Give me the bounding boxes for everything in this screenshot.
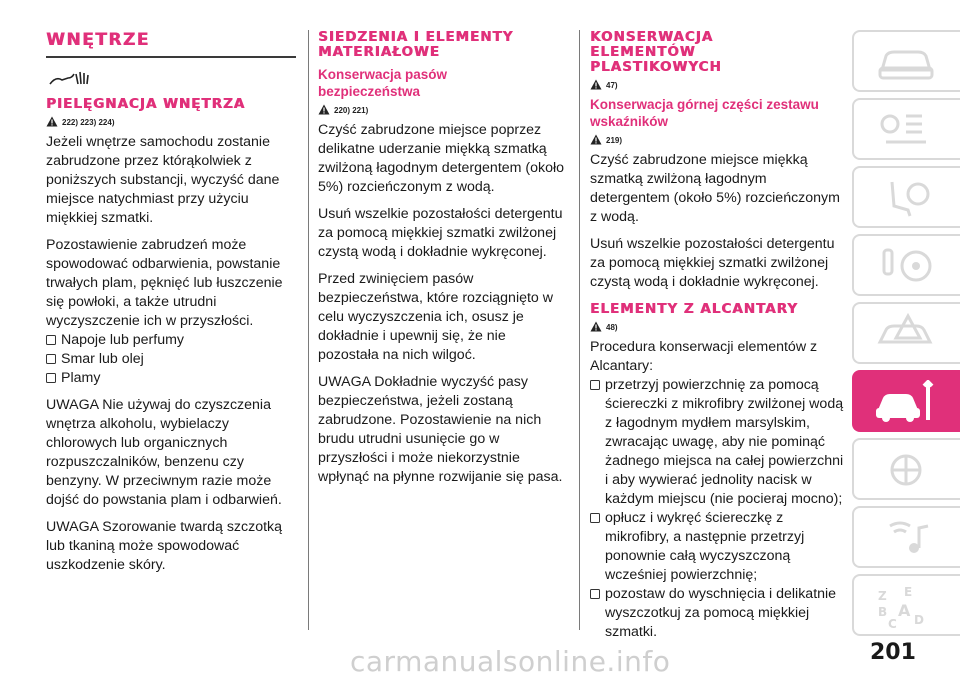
subsection-title: Konserwacja pasów bezpieczeństwa bbox=[318, 67, 448, 99]
svg-text:C: C bbox=[888, 617, 897, 628]
tab-multimedia[interactable] bbox=[852, 506, 960, 568]
subsection-title: Konserwacja górnej części zestawu wskaźników bbox=[590, 97, 819, 129]
column-2 bbox=[318, 30, 570, 495]
dashboard-lights-icon bbox=[874, 108, 938, 152]
paragraph: Czyść zabrudzone miejsce poprzez delikatne uderzanie miękką szmatką zwilżoną łagodnym detergentem (około 5%) rozcieńczonym z wodą. bbox=[318, 122, 565, 195]
svg-text:E: E bbox=[904, 585, 913, 599]
note-paragraph: UWAGA Dokładnie wyczyść pasy bezpieczeństwa, jeżeli zostaną zabrudzone. Pozostawienie na nich brudu utrudni usunięcie go w przyszłości i może niekorzystnie wpłynąć na płynne rozwijanie się pasa. bbox=[318, 374, 563, 485]
car-maintenance-icon bbox=[874, 380, 938, 424]
bullet-square-icon bbox=[590, 380, 600, 390]
watermark: carmanualsonline.info bbox=[350, 645, 671, 678]
chapter-tabs bbox=[852, 30, 960, 640]
section-title: SIEDZENIA I ELEMENTY MATERIAŁOWE bbox=[318, 29, 514, 60]
bullet-square-icon bbox=[46, 335, 56, 345]
hand-care-icon bbox=[46, 70, 94, 88]
warning-refs bbox=[590, 79, 845, 90]
paragraph: Czyść zabrudzone miejsce miękką szmatką zwilżoną łagodnym detergentem (około 5%) rozcieńczonym z wodą. bbox=[590, 152, 840, 225]
list-item: Smar lub olej bbox=[46, 350, 298, 369]
warning-triangle-icon bbox=[590, 321, 602, 332]
list-item: pozostaw do wyschnięcia i delikatnie wyszczotkuj za pomocą miękkiej szmatki. bbox=[590, 585, 845, 642]
column-divider bbox=[308, 30, 309, 630]
breakdown-warning-icon bbox=[874, 312, 938, 356]
paragraph: Procedura konserwacji elementów z Alcantary: bbox=[590, 339, 818, 374]
alphabetical-index-icon bbox=[874, 584, 938, 628]
list-item: opłucz i wykręć ściereczkę z mikrofibry, a następnie przetrzyj ponownie całą wyczyszczoną wcześniej powierzchnię; bbox=[590, 509, 845, 585]
bullet-square-icon bbox=[590, 513, 600, 523]
bullet-list bbox=[590, 376, 845, 642]
safety-seat-airbag-icon bbox=[874, 176, 938, 220]
tab-dashboard-lights[interactable] bbox=[852, 98, 960, 160]
refs-text: 48) bbox=[606, 323, 618, 332]
tab-index[interactable] bbox=[852, 574, 960, 636]
refs-text: 222) 223) 224) bbox=[62, 118, 115, 127]
note-paragraph: UWAGA Nie używaj do czyszczenia wnętrza alkoholu, wybielaczy chlorowych lub organicznych rozpuszczalników, benzenu czy benzyny. W przeciwnym razie może dojść do powstania plam i odbarwień. bbox=[46, 397, 282, 508]
column-1 bbox=[46, 30, 298, 583]
warning-triangle-icon bbox=[318, 104, 330, 115]
warning-refs bbox=[590, 321, 845, 332]
warning-refs bbox=[590, 134, 845, 145]
warning-triangle-icon bbox=[46, 116, 58, 127]
warning-triangle-icon bbox=[590, 134, 602, 145]
tab-emergency[interactable] bbox=[852, 302, 960, 364]
svg-text:B: B bbox=[878, 605, 888, 619]
svg-text:A: A bbox=[898, 601, 911, 620]
tab-car-info[interactable] bbox=[852, 30, 960, 92]
bullet-square-icon bbox=[590, 589, 600, 599]
tab-safety[interactable] bbox=[852, 166, 960, 228]
tab-technical-data[interactable] bbox=[852, 438, 960, 500]
paragraph: Usuń wszelkie pozostałości detergentu za pomocą miękkiej szmatki zwilżonej czystą wodą i dokładnie wykręconej. bbox=[590, 236, 835, 290]
section-title: PIELĘGNACJA WNĘTRZA bbox=[46, 96, 246, 112]
section-title: KONSERWACJA ELEMENTÓW PLASTIKOWYCH bbox=[590, 29, 722, 75]
page-number: 201 bbox=[870, 640, 916, 665]
column-divider bbox=[579, 30, 580, 630]
section-title: ELEMENTY Z ALCANTARY bbox=[590, 301, 798, 317]
key-steering-wheel-icon bbox=[874, 244, 938, 288]
paragraph: Przed zwinięciem pasów bezpieczeństwa, które rozciągnięto w celu wyczyszczenia ich, osusz je dokładnie i upewnij się, że nie pozostała na nich wilgoć. bbox=[318, 271, 554, 363]
list-item: Plamy bbox=[46, 369, 298, 388]
svg-text:Z: Z bbox=[878, 589, 887, 603]
technical-data-icon bbox=[874, 448, 938, 492]
svg-text:D: D bbox=[914, 613, 924, 627]
chapter-rule bbox=[46, 56, 296, 58]
warning-triangle-icon bbox=[590, 79, 602, 90]
warning-refs bbox=[318, 104, 570, 115]
bullet-list bbox=[46, 331, 298, 388]
bullet-square-icon bbox=[46, 354, 56, 364]
paragraph: Usuń wszelkie pozostałości detergentu za pomocą miękkiej szmatki zwilżonej czystą wodą i dokładnie wykręconej. bbox=[318, 206, 563, 260]
multimedia-icon bbox=[874, 516, 938, 560]
list-item: przetrzyj powierzchnię za pomocą ściereczki z mikrofibry zwilżonej wodą z łagodnym mydłem marsylskim, zwracając uwagę, aby nie pominąć żadnego miejsca na całej powierzchni i aby wywierać jednolity nacisk w każdym miejscu (nie pocieraj mocno); bbox=[590, 376, 845, 509]
list-item: Napoje lub perfumy bbox=[46, 331, 298, 350]
chapter-title: WNĘTRZE bbox=[46, 30, 150, 50]
bullet-square-icon bbox=[46, 373, 56, 383]
refs-text: 219) bbox=[606, 136, 623, 145]
warning-refs bbox=[46, 116, 298, 127]
car-info-icon bbox=[874, 40, 938, 84]
refs-text: 47) bbox=[606, 81, 618, 90]
note-paragraph: UWAGA Szorowanie twardą szczotką lub tkaniną może spowodować uszkodzenie skóry. bbox=[46, 519, 283, 573]
tab-maintenance[interactable] bbox=[852, 370, 960, 432]
column-3 bbox=[590, 30, 845, 650]
paragraph: Pozostawienie zabrudzeń może spowodować odbarwienia, powstanie trwałych plam, pęknięć lub łuszczenie się powłoki, a także utrudni wyczyszczenie ich w przyszłości. bbox=[46, 237, 283, 329]
paragraph: Jeżeli wnętrze samochodu zostanie zabrudzone przez którąkolwiek z poniższych substancji, wyczyść dane miejsce natychmiast przy użyciu miękkiej szmatki. bbox=[46, 134, 280, 226]
refs-text: 220) 221) bbox=[334, 106, 369, 115]
tab-starting-driving[interactable] bbox=[852, 234, 960, 296]
